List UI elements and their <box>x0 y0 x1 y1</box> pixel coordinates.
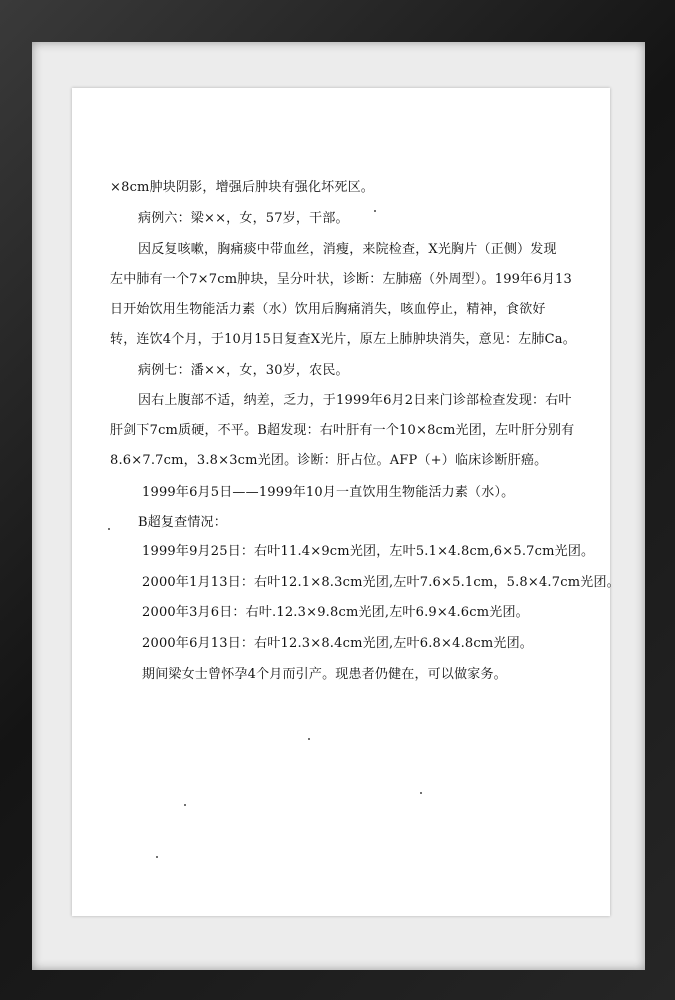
text-line: B超复查情况： <box>138 515 227 530</box>
text-line: 病例七：潘××，女，30岁，农民。 <box>138 363 349 378</box>
scan-speck <box>374 210 376 212</box>
text-line: 日开始饮用生物能活力素（水）饮用后胸痛消失，咳血停止，精神，食欲好 <box>110 302 546 317</box>
text-line: 1999年9月25日：右叶11.4×9cm光团，左叶5.1×4.8cm,6×5.7cm光团。 <box>142 544 595 559</box>
text-line: 2000年3月6日：右叶.12.3×9.8cm光团,左叶6.9×4.6cm光团。 <box>142 605 529 620</box>
scan-speck <box>108 528 110 530</box>
text-line: 病例六：梁××，女，57岁，干部。 <box>138 211 349 226</box>
text-line: 肝剑下7cm质硬，不平。B超发现：右叶肝有一个10×8cm光团，左叶肝分别有 <box>110 423 575 438</box>
scan-speck <box>420 792 422 794</box>
document-page <box>72 88 620 916</box>
text-line: 2000年6月13日：右叶12.3×8.4cm光团,左叶6.8×4.8cm光团。 <box>142 636 533 651</box>
text-line: 1999年6月5日——1999年10月一直饮用生物能活力素（水）。 <box>142 485 515 500</box>
text-line: 转，连饮4个月，于10月15日复查X光片，原左上肺肿块消失，意见：左肺Ca。 <box>110 332 576 347</box>
scan-speck <box>308 738 310 740</box>
scan-speck <box>156 856 158 858</box>
text-line: 8.6×7.7cm，3.8×3cm光团。诊断：肝占位。AFP（+）临床诊断肝癌。 <box>110 453 548 468</box>
text-line: 因反复咳嗽，胸痛痰中带血丝，消瘦，来院检查，X光胸片（正侧）发现 <box>138 242 557 257</box>
text-line: ×8cm肿块阴影，增强后肿块有强化坏死区。 <box>110 180 374 195</box>
text-line: 2000年1月13日：右叶12.1×8.3cm光团,左叶7.6×5.1cm，5.8×4.7cm光团。 <box>142 575 620 590</box>
text-line: 因右上腹部不适，纳差，乏力，于1999年6月2日来门诊部检查发现：右叶 <box>138 393 572 408</box>
text-line: 期间梁女士曾怀孕4个月而引产。现患者仍健在，可以做家务。 <box>142 667 507 682</box>
scan-speck <box>184 804 186 806</box>
text-line: 左中肺有一个7×7cm肿块，呈分叶状，诊断：左肺癌（外周型）。199年6月13 <box>110 272 572 287</box>
